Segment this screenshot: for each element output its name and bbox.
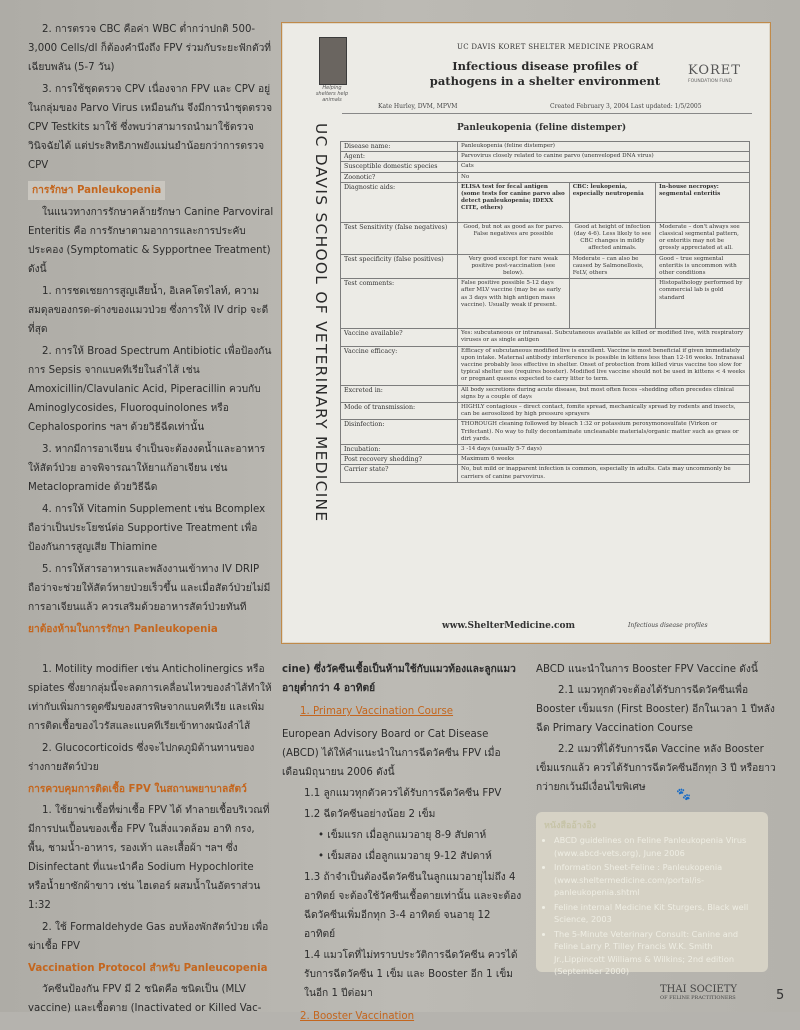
row-label: Disinfection:: [341, 420, 458, 445]
list-item: • เข็มสอง เมื่อลูกแมวอายุ 9-12 สัปดาห์: [318, 851, 492, 862]
list-item: • เข็มแรก เมื่อลูกแมวอายุ 8-9 สัปดาห์: [318, 830, 487, 841]
paragraph: 1. Motility modifier เช่น Anticholinergics หรือ spiates ซึ่งยากลุ่มนี้จะลดการเคลื่อนไหวของลำไส้ทำให้เท่ากับเพิ่มการดูดซึมของสารพิษจากแบคทีเรีย และเพิ่มการติดเชื้อของไวรัสและแบคทีเรียเข้าทางผนังลำไส้: [28, 664, 272, 732]
references-box: [536, 812, 768, 976]
booster-vaccination-link[interactable]: 2. Booster Vaccination: [300, 1011, 415, 1022]
paragraph: 1. การชดเชยการสูญเสียน้ำ, อิเลคโตรไลท์, ความสมดุลของกรด-ด่างของแมวป่วย ซึ่งการให้ IV drip จะดีที่สุด: [28, 286, 269, 335]
paragraph: ในแนวทางการรักษาคล้ายรักษา Canine Parvoviral Enteritis คือ การรักษาตามอาการและการประคับประคอง (Symptomatic & Sypportnee Treatment) ดังนี้: [28, 207, 274, 275]
row-value: THOROUGH cleaning followed by bleach 1:32 or potassium peroxymonosulfate (Virkon or Trifectant). No way to fully decontaminate uncleanable materials/organic matter such as grass or dirt yards.: [458, 420, 750, 445]
row-value: HIGHLY contagious – direct contact, fomite spread, mechanically spread by rodents and insects, can be aerosolized by high pressure sprayers: [458, 403, 750, 420]
program-name: UC DAVIS KORET SHELTER MEDICINE PROGRAM: [457, 43, 654, 51]
paragraph: 5. การให้สารอาหารและพลังงานเข้าทาง IV DRIP ถือว่าจะช่วยให้สัตว์หายป่วยเร็วขึ้น และเมื่อสัตว์ป่วยไม่มีการอาเจียนแล้ว ควรเสริมด้วยอาหารสัตว์ป่วยทันที: [28, 564, 271, 613]
society-name: THAI SOCIETY: [660, 984, 737, 995]
row-label: Mode of transmission:: [341, 403, 458, 420]
table-row: [341, 445, 750, 455]
list-item: 1.1 ลูกแมวทุกตัวควรได้รับการฉีดวัคซีน FPV: [304, 788, 502, 799]
paragraph: 2. การให้ Broad Spectrum Antibiotic เพื่อป้องกันการ Sepsis จากแบคทีเรียในลำไส้ เช่น Amoxicillin/Clavulanic Acid, Piperacillin ควบกับ Aminoglycosides, Fluoroquinolones หรือ Cephalosporins ฯลฯ ด้วยวิธีฉีดเท่านั้น: [28, 346, 272, 433]
references-list: [544, 834, 760, 978]
table-row: [341, 142, 750, 152]
row-label: Excreted in:: [341, 385, 458, 402]
reference-item: • Feline internal Medicine Kit Sturgers, Black well Science, 2003: [554, 901, 760, 926]
profile-table: [340, 141, 750, 483]
list-item: 1.3 ถ้าจำเป็นต้องฉีดวัคซีนในลูกแมวอายุไม่ถึง 4 อาทิตย์ จะต้องใช้วัคซีนเชื้อตายเท่านั้น และจะต้องฉีดวัคซีนเพิ่มอีกทุก 3-4 อาทิตย์ จนอายุ 12 อาทิตย์: [304, 872, 522, 940]
row-value: Cats: [458, 162, 750, 172]
cell: Very good except for rare weak positive post-vaccination (see below).: [458, 254, 570, 279]
document-title: [420, 59, 670, 89]
cell: Moderate – can also be caused by Salmonellosis, FeLV, others: [569, 254, 655, 279]
table-row: [341, 455, 750, 465]
row-label: Carrier state?: [341, 465, 458, 482]
table-row: [341, 329, 750, 346]
page-number: 5: [776, 988, 785, 1003]
table-row: [341, 465, 750, 482]
shelter-medicine-url: www.ShelterMedicine.com: [442, 621, 575, 631]
paragraph: 3. หากมีการอาเจียน จำเป็นจะต้องงดน้ำและอาหารให้สัตว์ป่วย อาจพิจารณาให้ยาแก้อาเจียน เช่น Metaclopramide ด้วยวิธีฉีด: [28, 444, 266, 493]
paragraph: European Advisory Board or Cat Disease (ABCD) ได้ให้คำแนะนำในการฉีดวัคซีน FPV เมื่อเดือนมิถุนายน 2006 ดังนี้: [282, 729, 501, 778]
row-label: Incubation:: [341, 445, 458, 455]
references-heading: หนังสืออ้างอิง: [544, 821, 597, 831]
row-value: Panleukopenia (feline distemper): [458, 142, 750, 152]
row-value: Yes: subcutaneous or intranasal. Subcutaneous available as killed or modified live, with respiratory viruses or as single antigen: [458, 329, 750, 346]
table-row: [341, 182, 750, 222]
society-subtitle: OF FELINE PRACTITIONERS: [660, 995, 736, 1001]
section-heading: Vaccination Protocol สำหรับ Panleucopenia: [28, 963, 268, 974]
paw-print-icon: 🐾: [676, 787, 691, 801]
cell: [569, 279, 655, 329]
cell: In-house necropsy: segmental enteritis: [656, 182, 750, 222]
row-value: 3 -14 days (usually 5-7 days): [458, 445, 750, 455]
row-label: Vaccine efficacy:: [341, 346, 458, 385]
paragraph: 1. ใช้ยาฆ่าเชื้อที่ฆ่าเชื้อ FPV ได้ ทำลายเชื้อบริเวณที่มีการปนเปื้อนของเชื้อ FPV ในสิ่งแวดล้อม อาทิ กรง, พื้น, ชามน้ำ-อาหาร, รองเท้า และเสื้อผ้า ฯลฯ ซึ่ง Disinfectant ที่แนะนำคือ Sodium Hypochlorite หรือน้ำยาซักผ้าขาว เช่น ไฮเตอร์ ผสมน้ำในอัตราส่วน 1:32: [28, 805, 270, 911]
paragraph: cine) ซึ่งวัคซีนเชื้อเป็นห้ามใช้กับแมวท้องและลูกแมวอายุต่ำกว่า 4 อาทิตย์: [282, 664, 516, 694]
paragraph: ABCD แนะนำในการ Booster FPV Vaccine ดังนี้: [536, 664, 758, 675]
paragraph: 2. การตรวจ CBC คือค่า WBC ต่ำกว่าปกติ 500-3,000 Cells/dl ก็ต้องคำนึงถึง FPV ร่วมกับระยะฟักตัวที่เฉียบพลัน (5-7 วัน): [28, 24, 272, 73]
koret-logo: KORET: [688, 63, 741, 78]
row-value: No, but mild or inapparent infection is common, especially in adults. Cats may uncommonly be carriers of canine parvovirus.: [458, 465, 750, 482]
cell: Histopathology performed by commercial lab is gold standard: [656, 279, 750, 329]
koret-logo-subtitle: FOUNDATION FUND: [688, 79, 733, 84]
row-label: Vaccine available?: [341, 329, 458, 346]
row-value: Maximum 6 weeks: [458, 455, 750, 465]
table-row: [341, 172, 750, 182]
table-row: [341, 385, 750, 402]
logo-caption: Helping shelters help animals: [315, 85, 349, 103]
disease-profile-document: [281, 22, 771, 644]
row-label: Agent:: [341, 152, 458, 162]
table-row: [341, 279, 750, 329]
cell: Moderate – don't always see classical segmental pattern, or enteritis may not be grossly appreciated at all.: [656, 222, 750, 254]
paragraph: 2.1 แมวทุกตัวจะต้องได้รับการฉีดวัคซีนเพื่อ Booster เข็มแรก (First Booster) อีกในเวลา 1 ปีหลังฉีด Primary Vaccination Course: [536, 685, 775, 734]
table-row: [341, 254, 750, 279]
row-label: Disease name:: [341, 142, 458, 152]
reference-item: • The 5-Minute Veterinary Consult: Canine and Feline Larry P. Tilley Francis W.K. Smith Jr.,Lippincott Williams & Wilkins; 2nd edition (September 2000): [554, 928, 760, 978]
row-value: Parvovirus closely related to canine parvo (unenveloped DNA virus): [458, 152, 750, 162]
section-heading: การรักษา Panleukopenia: [28, 181, 165, 200]
left-column: [28, 20, 274, 641]
row-value: No: [458, 172, 750, 182]
table-row: [341, 222, 750, 254]
divider: [342, 113, 752, 114]
row-label: Test specificity (false positives): [341, 254, 458, 279]
row-label: Susceptible domestic species: [341, 162, 458, 172]
row-label: Diagnostic aids:: [341, 182, 458, 222]
vertical-school-name: [298, 123, 338, 563]
table-row: [341, 346, 750, 385]
reference-item: • Information Sheet-Feline : Panleukopenia (www.sheltermedicine.com/portal/is-panleukopenia.shtml: [554, 861, 760, 899]
cell: Good, but not as good as for parvo. False negatives are possible: [458, 222, 570, 254]
paragraph: 2.2 แมวที่ได้รับการฉีด Vaccine หลัง Booster เข็มแรกแล้ว ควรได้รับการฉีดวัคซีนอีกทุก 3 ปี หรือยาวกว่ายกเว้นมีเงื่อนไขพิเศษ: [536, 744, 776, 793]
row-label: Zoonotic?: [341, 172, 458, 182]
table-row: [341, 162, 750, 172]
author: Kate Hurley, DVM, MPVM: [378, 103, 458, 110]
reference-item: • ABCD guidelines on Feline Panleukopenia Virus (www.abcd-vets.org), June 2006: [554, 834, 760, 859]
school-logo-image: [319, 37, 347, 85]
table-row: [341, 152, 750, 162]
middle-column: [282, 660, 522, 1030]
disease-heading: Panleukopenia (feline distemper): [457, 123, 627, 133]
row-label: Test Sensitivity (false negatives): [341, 222, 458, 254]
cell: ELISA test for fecal antigen (some tests for canine parvo also detect panleukopenia; IDEXX CITE, others): [458, 182, 570, 222]
paragraph: 4. การให้ Vitamin Supplement เช่น Bcomplex ถือว่าเป็นประโยชน์ต่อ Supportive Treatment เพื่อป้องกันการสูญเสีย Thiamine: [28, 504, 266, 553]
cell: Good at height of infection (day 4-6). Less likely to see CBC changes in mildly affected animals.: [569, 222, 655, 254]
table-row: [341, 403, 750, 420]
section-heading: การควบคุมการติดเชื้อ FPV ในสถานพยาบาลสัตว์: [28, 784, 247, 795]
row-label: Test comments:: [341, 279, 458, 329]
table-row: [341, 420, 750, 445]
cell: False positive possible 5-12 days after MLV vaccine (may be as early as 3 days with high antigen mass vaccine). Usually weak if present.: [458, 279, 570, 329]
cell: Good – true segmental enteritis is uncommon with other conditions: [656, 254, 750, 279]
paragraph: 2. Glucocorticoids ซึ่งจะไปกดภูมิต้านทานของร่างกายสัตว์ป่วย: [28, 743, 255, 773]
document-dates: Created February 3, 2004 Last updated: 1/5/2005: [550, 103, 702, 110]
bottom-left-column: [28, 660, 274, 1021]
vertical-text: UC DAVIS SCHOOL OF VETERINARY MEDICINE: [312, 123, 330, 523]
document-footer: Infectious disease profiles: [628, 622, 708, 629]
paragraph: 2. ใช้ Formaldehyde Gas อบห้องพักสัตว์ป่วย เพื่อฆ่าเชื้อ FPV: [28, 922, 269, 952]
title-line: Infectious disease profiles of: [452, 59, 638, 73]
thai-society-logo: [660, 984, 737, 1001]
list-item: 1.2 ฉีดวัคซีนอย่างน้อย 2 เข็ม: [304, 809, 436, 820]
row-label: Post recovery shedding?: [341, 455, 458, 465]
title-line: pathogens in a shelter environment: [429, 74, 661, 88]
section-heading: ยาต้องห้ามในการรักษา Panleukopenia: [28, 624, 218, 635]
row-value: Efficacy of subcutaneous modified live is excellent. Vaccine is most beneficial if given immediately upon intake. Maternal antibody interference is possible in kittens less than 12-16 weeks. Intranasal vaccine probably less effective in shelter. Onset of protection from killed virus vaccine too slow for typical shelter use (requires booster). Modified live vaccine should not be used in kittens < 4 weeks or pregnant queens expected to carry litter to term.: [458, 346, 750, 385]
cell: CBC: leukopenia, especially neutropenia: [569, 182, 655, 222]
paragraph: วัคซีนป้องกัน FPV มี 2 ชนิดคือ ชนิดเป็น (MLV vaccine) และเชื้อตาย (Inactivated or Killed Vac-: [28, 984, 262, 1014]
primary-vaccination-link[interactable]: 1. Primary Vaccination Course: [300, 706, 454, 717]
row-value: All body secretions during acute disease, but most often feces –shedding often precedes clinical signs by a couple of days: [458, 385, 750, 402]
right-column: [536, 660, 782, 799]
list-item: 1.4 แมวโตที่ไม่ทราบประวัติการฉีดวัคซีน ควรได้รับการฉีดวัคซีน 1 เข็ม และ Booster อีก 1 เข็มในอีก 1 ปีต่อมา: [304, 950, 518, 999]
paragraph: 3. การใช้ชุดตรวจ CPV เนื่องจาก FPV และ CPV อยู่ในกลุ่มของ Parvo Virus เหมือนกัน จึงมีการนำชุดตรวจ CPV Testkits มาใช้ ซึ่งพบว่าสามารถนำมาใช้ตรวจวินิจฉัยได้ แต่ประสิทธิภาพยังแม่นยำน้อยกว่าการตรวจ CPV: [28, 84, 273, 171]
